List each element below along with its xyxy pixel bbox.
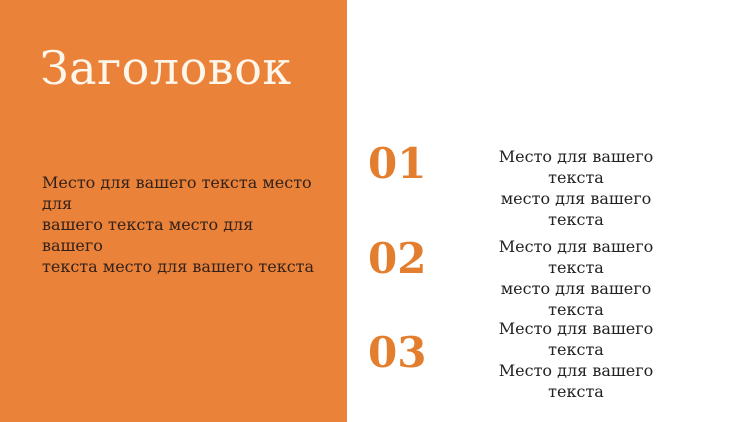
left-body-line: вашего текста место для вашего — [42, 215, 254, 255]
item-text-line: Место для вашего текста — [498, 147, 654, 187]
item-number-03: 03 — [368, 328, 427, 377]
left-body-line: текста место для вашего текста — [42, 257, 315, 276]
left-body-text — [42, 172, 317, 277]
item-text-01 — [478, 146, 674, 230]
item-text-line: место для вашего текста — [500, 189, 652, 229]
left-orange-panel — [0, 0, 347, 422]
item-number-01: 01 — [368, 139, 427, 188]
item-text-line: место для вашего текста — [500, 279, 652, 319]
item-text-02 — [478, 236, 674, 320]
item-text-line: Место для вашего текста — [498, 319, 654, 359]
item-text-line: Место для вашего текста — [498, 361, 654, 401]
slide-title: Заголовок — [40, 41, 292, 95]
item-text-03 — [478, 318, 674, 402]
item-number-02: 02 — [368, 234, 427, 283]
item-text-line: Место для вашего текста — [498, 237, 654, 277]
left-body-line: Место для вашего текста место для — [42, 173, 312, 213]
